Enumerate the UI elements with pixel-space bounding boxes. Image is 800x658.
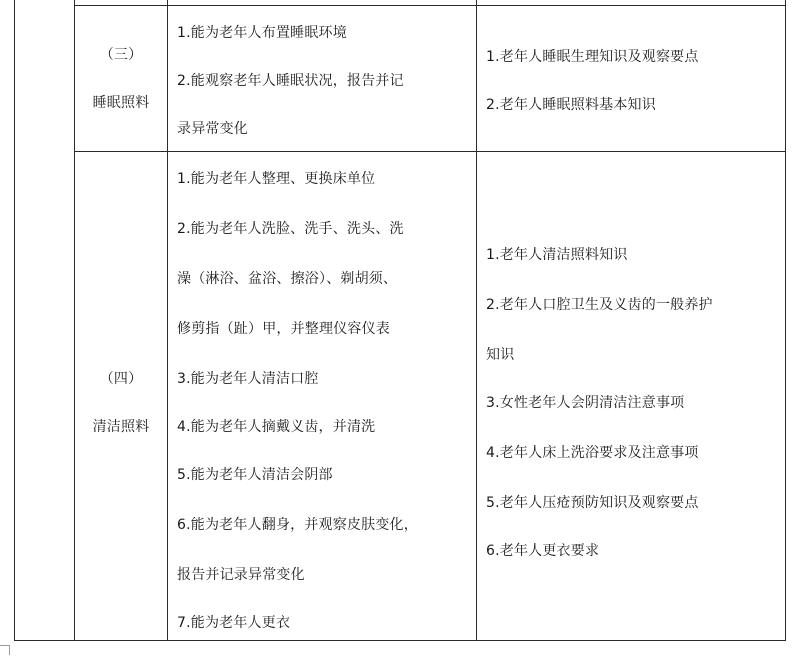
- skill-item: 2.能为老年人洗脸、洗手、洗头、洗: [177, 221, 404, 237]
- table-border-col3: [476, 0, 477, 641]
- table-border-top: [74, 5, 786, 6]
- skill-item: 4.能为老年人摘戴义齿，并清洗: [177, 419, 376, 435]
- skill-item: 录异常变化: [177, 121, 248, 137]
- skill-item: 1.能为老年人整理、更换床单位: [177, 171, 376, 187]
- table-border-bottom: [14, 640, 786, 641]
- skill-item: 2.能观察老年人睡眠状况，报告并记: [177, 73, 404, 89]
- knowledge-item: 3.女性老年人会阴清洁注意事项: [486, 395, 685, 411]
- skill-item: 修剪指（趾）甲，并整理仪容仪表: [177, 321, 390, 337]
- section-name: 睡眠照料: [92, 95, 150, 111]
- section-number: （三）: [99, 47, 143, 63]
- knowledge-item: 1.老年人睡眠生理知识及观察要点: [486, 49, 699, 65]
- knowledge-item: 知识: [486, 347, 515, 363]
- knowledge-item: 1.老年人清洁照料知识: [486, 247, 628, 263]
- table-border-right: [785, 0, 786, 641]
- skill-item: 3.能为老年人清洁口腔: [177, 371, 319, 387]
- skill-item: 报告并记录异常变化: [177, 567, 305, 583]
- skill-item: 6.能为老年人翻身，并观察皮肤变化，: [177, 517, 418, 533]
- section-number: （四）: [99, 371, 143, 387]
- skill-item: 7.能为老年人更衣: [177, 615, 291, 631]
- knowledge-item: 6.老年人更衣要求: [486, 543, 600, 559]
- skill-item: 1.能为老年人布置睡眠环境: [177, 25, 347, 41]
- page-corner-mark: [0, 645, 10, 655]
- table-border-col2: [167, 0, 168, 641]
- row-divider: [74, 151, 786, 152]
- skill-item: 澡（淋浴、盆浴、擦浴）、剃胡须、: [177, 271, 398, 287]
- section-name: 清洁照料: [92, 419, 150, 435]
- skill-item: 5.能为老年人清洁会阴部: [177, 467, 333, 483]
- knowledge-item: 5.老年人压疮预防知识及观察要点: [486, 495, 699, 511]
- knowledge-item: 2.老年人口腔卫生及义齿的一般养护: [486, 297, 713, 313]
- table-border-left: [14, 0, 15, 641]
- knowledge-item: 4.老年人床上洗浴要求及注意事项: [486, 445, 699, 461]
- knowledge-item: 2.老年人睡眠照料基本知识: [486, 97, 656, 113]
